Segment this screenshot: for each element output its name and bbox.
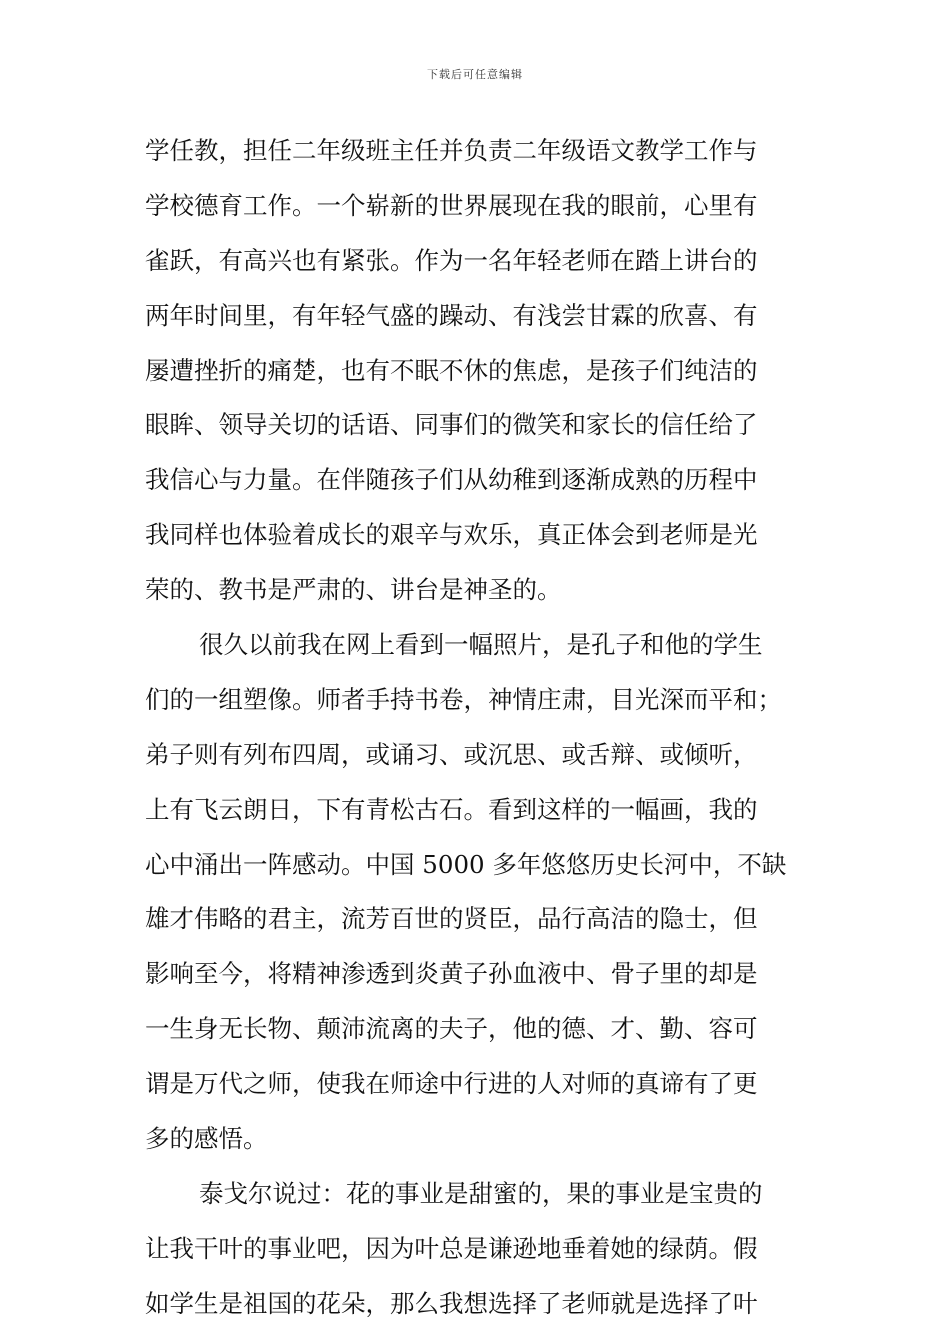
document-body [145,124,810,1332]
text-line: 我信心与力量。在伴随孩子们从幼稚到逐渐成熟的历程中 [145,465,758,495]
text-line: 谓是万代之师，使我在师途中行进的人对师的真谛有了更 [145,1069,758,1099]
text-line: 泰戈尔说过：花的事业是甜蜜的，果的事业是宝贵的 [199,1178,763,1208]
text-line: 学校德育工作。一个崭新的世界展现在我的眼前，心里有 [145,190,758,220]
page-header: 下载后可任意编辑 [427,68,523,81]
text-line: 让我干叶的事业吧，因为叶总是谦逊地垂着她的绿荫。假 [145,1233,758,1263]
text-line: 如学生是祖国的花朵，那么我想选择了老师就是选择了叶 [145,1288,758,1318]
text-line: 多的感悟。 [145,1124,268,1154]
text-line: 弟子则有列布四周，或诵习、或沉思、或舌辩、或倾听， [145,739,758,769]
text-line: 很久以前我在网上看到一幅照片，是孔子和他的学生 [199,630,763,660]
text-line: 心中涌出一阵感动。中国 5000 多年悠悠历史长河中，不缺 [145,849,787,879]
text-line: 上有飞云朗日，下有青松古石。看到这样的一幅画，我的 [145,794,758,824]
text-line: 荣的、教书是严肃的、讲台是神圣的。 [145,575,562,605]
text-line: 雄才伟略的君主，流芳百世的贤臣，品行高洁的隐士，但 [145,904,758,934]
text-line: 学任教，担任二年级班主任并负责二年级语文教学工作与 [145,136,758,165]
text-line: 们的一组塑像。师者手持书卷，神情庄肃，目光深而平和； [145,684,782,714]
text-line: 眼眸、领导关切的话语、同事们的微笑和家长的信任给了 [145,410,758,440]
text-line: 两年时间里，有年轻气盛的躁动、有浅尝甘霖的欣喜、有 [145,300,758,330]
text-line: 一生身无长物、颠沛流离的夫子，他的德、才、勤、容可 [145,1014,758,1044]
text-line: 屡遭挫折的痛楚，也有不眠不休的焦虑，是孩子们纯洁的 [145,355,758,385]
text-line: 雀跃，有高兴也有紧张。作为一名年轻老师在踏上讲台的 [145,245,758,275]
text-line: 影响至今，将精神渗透到炎黄子孙血液中、骨子里的却是 [145,959,758,989]
text-line: 我同样也体验着成长的艰辛与欢乐，真正体会到老师是光 [145,520,758,550]
